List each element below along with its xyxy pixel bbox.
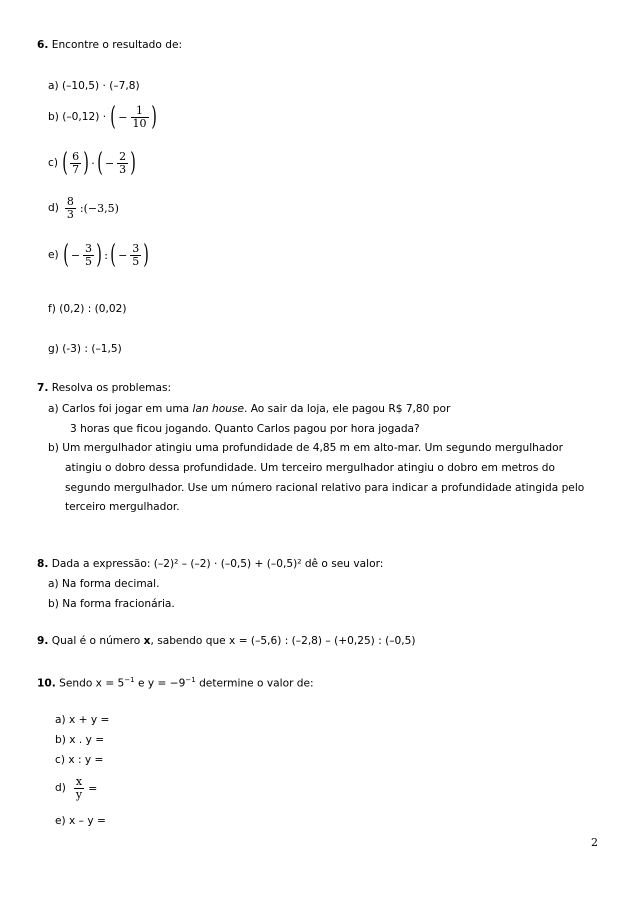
q6-e-numerator-1: 3 [85,241,93,255]
q7-item-b-line-4: terceiro mergulhador. [65,501,180,513]
q10-item-c: c) x : y = [55,754,104,766]
q6-c-denominator-1: 7 [72,162,80,176]
q10-d-label: d) [55,782,66,794]
question-8-number: 8. [37,558,49,570]
q6-item-d [48,192,119,224]
question-10-exponent-2: −1 [185,676,196,684]
page-number: 2 [591,836,598,849]
q7-a-text-emphasis: lan house [192,403,244,415]
question-7-title: Resolva os problemas: [48,382,172,394]
question-10-title-post: determine o valor de: [195,677,314,690]
question-6-heading [37,38,182,52]
question-9-variable: x [143,635,151,647]
question-6-title: Encontre o resultado de: [48,39,183,51]
q8-item-a: a) Na forma decimal. [48,578,160,590]
q6-e-fraction-1 [83,243,94,268]
q10-d-equals: = [88,781,98,795]
q7-item-b-line-1: b) Um mergulhador atingiu uma profundidade de 4,85 m em alto-mar. Um segundo mergulhador [48,442,563,454]
q6-e-numerator-2: 3 [132,241,140,255]
q10-item-a: a) x + y = [55,714,110,726]
q6-d-rest: :(−3,5) [79,201,119,215]
question-10-exponent-1: −1 [124,676,135,684]
question-9-title-pre: Qual é o número [48,635,144,647]
q6-b-label: b) (–0,12) · [48,111,107,123]
q10-item-d [55,772,97,804]
q6-item-e: e) ( − $\frac{3}{5}$ ) : ( − $\frac{3}{5}$ ) [48,240,150,270]
q10-item-b: b) x . y = [55,734,105,746]
q7-item-a-line-1 [48,402,450,416]
q6-item-c: c) ( $\frac{6}{7}$ ) · ( − $\frac{2}{3}$ ) [48,148,137,178]
q10-d-denominator: y [75,787,83,801]
q6-item-f: f) (0,2) : (0,02) [48,303,127,315]
q10-d-numerator: x [75,774,83,788]
q6-c-numerator-1: 6 [72,149,80,163]
q6-item-b [48,101,159,133]
question-10-title-pre: Sendo x = 5 [55,677,125,690]
q7-item-a-line-2: 3 horas que ficou jogando. Quanto Carlos pagou por hora jogada? [70,423,420,435]
q6-e-denominator-1: 5 [85,254,93,268]
q7-a-text-post: . Ao sair da loja, ele pagou R$ 7,80 por [244,403,451,415]
q10-item-e: e) x – y = [55,815,106,827]
q8-item-b: b) Na forma fracionária. [48,598,175,610]
q6-c-label: c) [48,157,58,169]
q6-d-fraction [65,196,76,221]
q6-c-denominator-2: 3 [119,162,127,176]
question-9-number: 9. [37,635,49,647]
q6-b-minus: − [118,110,128,124]
q6-d-label: d) [48,202,59,214]
question-7-number: 7. [37,382,49,394]
q6-e-label: e) [48,249,59,261]
question-7-heading [37,381,171,395]
q6-d-numerator: 8 [66,194,74,208]
q6-e-denominator-2: 5 [132,254,140,268]
q10-d-fraction [74,776,84,801]
q6-e-colon: : [104,248,108,262]
question-8-heading [37,557,383,571]
question-10-heading [37,673,314,691]
question-6-number: 6. [37,39,49,51]
q6-e-minus-1: − [70,248,81,262]
q6-b-denominator: 10 [132,116,147,130]
q7-a-text-pre: a) Carlos foi jogar em uma [48,403,193,415]
question-8-title: Dada a expressão: (–2)² – (–2) · (–0,5) + (–0,5)² dê o seu valor: [48,558,384,570]
q7-item-b-line-3: segundo mergulhador. Use um número racional relativo para indicar a profundidade atingida pelo [65,482,585,494]
q6-d-denominator: 3 [66,207,74,221]
q6-c-numerator-2: 2 [119,149,127,163]
q6-c-minus: − [104,156,115,170]
q6-c-fraction-1 [70,151,81,176]
q7-item-b-line-2: atingiu o dobro dessa profundidade. Um terceiro mergulhador atingiu o dobro em metros do [65,462,556,474]
q6-c-fraction-2 [117,151,128,176]
q6-c-dot: · [91,156,95,170]
q6-b-fraction [131,105,149,130]
question-10-title-mid: e y = −9 [134,677,186,690]
question-10-number: 10. [37,677,56,690]
question-9-title-post: , sabendo que x = (–5,6) : (–2,8) – (+0,25) : (–0,5) [150,635,416,647]
q6-b-left-paren: ( [110,102,116,132]
q6-b-numerator: 1 [131,105,149,118]
q6-item-a: a) (–10,5) · (–7,8) [48,80,140,92]
q6-b-right-paren: ) [150,102,157,132]
question-9-heading [37,634,416,648]
q6-e-fraction-2 [130,243,141,268]
q6-e-minus-2: − [118,248,128,262]
q6-item-g: g) (-3) : (–1,5) [48,343,122,355]
